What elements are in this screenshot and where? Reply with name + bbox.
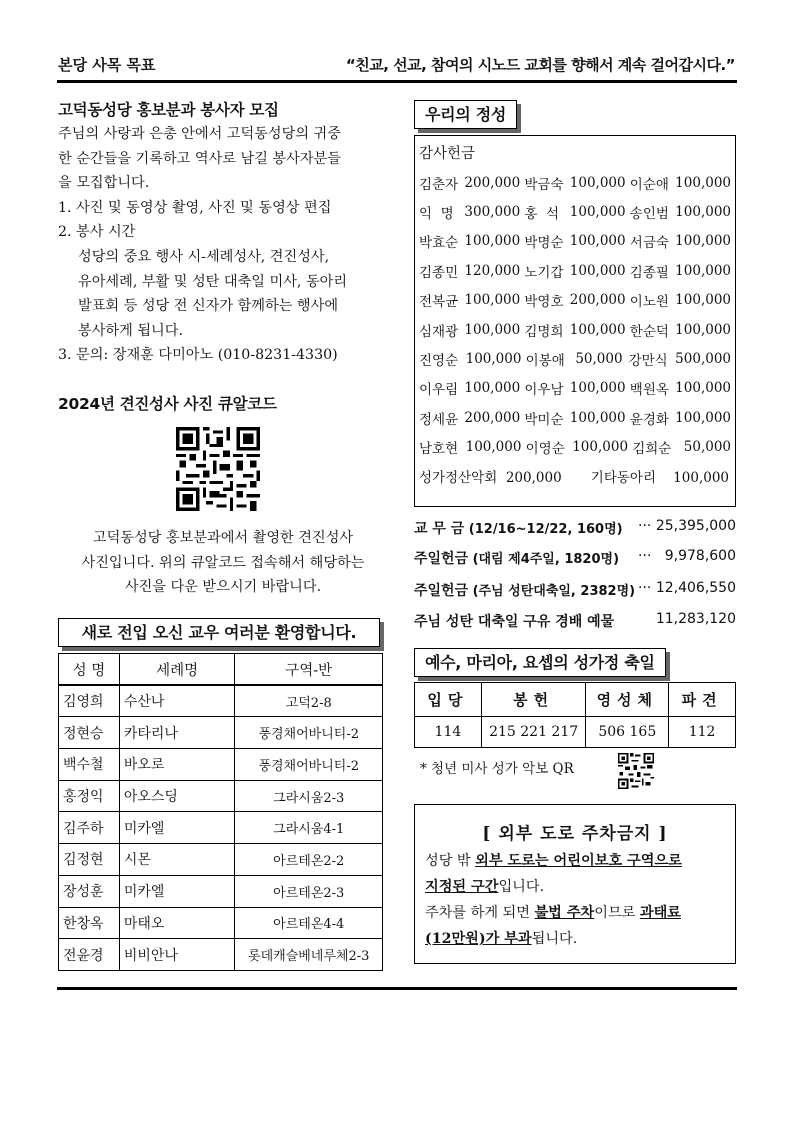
recruit-line: 성당의 중요 행사 시-세례성사, 견진성사, (78, 248, 330, 265)
cell-name: 장성훈 (59, 875, 120, 907)
recruit-title: 고덕동성당 홍보분과 봉사자 모집 (58, 101, 279, 119)
cell-baptism: 수산나 (119, 685, 235, 717)
gift-amount: 100,000 (675, 174, 731, 191)
gift-amount: 100,000 (464, 233, 521, 250)
gift-name: 이순애 (629, 176, 669, 193)
recruit-contact: 3. 문의: 장재훈 다미아노 (010-8231-4330) (58, 347, 338, 364)
qr-caption-line: 사진입니다. 위의 큐알코드 접속해서 해당하는 (81, 554, 365, 571)
gift-name: 김명희 (524, 323, 564, 340)
gift-amount: 500,000 (675, 351, 731, 368)
feast-table (414, 682, 736, 748)
table-header-row (59, 654, 383, 686)
gift-amount: 100,000 (673, 470, 729, 487)
table-header-row (415, 683, 736, 717)
cell-name: 정현승 (59, 717, 120, 749)
col-name-header: 성 명 (59, 654, 120, 686)
gift-amount: 100,000 (675, 262, 731, 279)
cell-district: 풍경채어바니티-2 (235, 749, 383, 781)
gift-amount: 100,000 (569, 321, 626, 338)
youth-mass-qr-note: * 청년 미사 성가 악보 QR (420, 761, 574, 777)
cell-district: 고덕2-8 (235, 685, 383, 717)
gift-name: 이영순 (525, 441, 565, 458)
cell-district: 롯데캐슬베네루체2-3 (235, 939, 383, 971)
gift-row (419, 227, 731, 256)
gift-row (419, 433, 731, 462)
gift-name: 강만식 (628, 353, 668, 370)
welcome-title: 새로 전입 오신 교우 여러분 환영합니다. (58, 618, 380, 647)
offering-row (414, 580, 736, 600)
offering-row (414, 548, 736, 568)
table-row (59, 780, 383, 812)
recruit-line: 을 모집합니다. (58, 175, 150, 192)
gift-name: 박명순 (524, 235, 564, 252)
qr-caption (58, 526, 388, 600)
table-row (59, 749, 383, 781)
gift-name: 박영호 (524, 294, 564, 311)
gift-amount: 100,000 (675, 321, 731, 338)
gift-amount: 100,000 (464, 380, 521, 397)
devotion-title: 우리의 정성 (414, 100, 517, 129)
parking-title: [ 외부 도로 주차금지 ] (482, 824, 668, 844)
gift-row (419, 256, 731, 285)
feast-title: 예수, 마리아, 요셉의 성가정 축일 (414, 648, 666, 677)
gift-amount: 100,000 (569, 174, 626, 191)
gift-name: 이우림 (419, 382, 459, 399)
cell-name: 전윤경 (59, 939, 120, 971)
header-motto: “친교, 선교, 참여의 시노드 교회를 향해서 계속 걸어갑시다.” (345, 56, 735, 74)
cell-district: 그라시움4-1 (235, 812, 383, 844)
parking-emphasis: 외부 도로는 어린이보호 구역으로 (475, 853, 682, 869)
gift-amount: 100,000 (675, 204, 731, 221)
gift-row (419, 374, 731, 403)
gift-amount: 100,000 (572, 439, 629, 456)
gift-amount: 200,000 (464, 174, 521, 191)
col-baptism-header: 세례명 (119, 654, 235, 686)
col-dismissal-header: 파견 (669, 683, 736, 717)
gift-name: 김춘자 (419, 176, 459, 193)
offering-label: 주일헌금 (414, 551, 469, 567)
gift-name: 김종민 (419, 264, 459, 281)
gift-amount: 300,000 (464, 204, 521, 221)
table-row (59, 717, 383, 749)
recruit-line: 한 순간들을 기록하고 역사로 남길 봉사자분들 (58, 150, 341, 167)
gift-name: 윤경화 (629, 411, 669, 428)
gift-amount: 100,000 (675, 380, 731, 397)
recruit-line: 유아세례, 부활 및 성탄 대축일 미사, 동아리 (78, 273, 348, 290)
welcome-table (58, 653, 383, 971)
gift-list (419, 168, 731, 462)
cell-name: 김주하 (59, 812, 120, 844)
gift-row (419, 197, 731, 226)
gift-name: 기타동아리 (590, 470, 656, 487)
cell-name: 김정현 (59, 844, 120, 876)
gift-amount: 120,000 (464, 262, 521, 279)
qr-code-icon[interactable] (176, 425, 260, 513)
gift-name: 성가정산악회 (419, 470, 498, 487)
parking-text: 성당 밖 (425, 853, 476, 869)
parking-text: 주차를 하게 되면 (425, 905, 535, 921)
gift-name: 노기갑 (524, 264, 564, 281)
offering-amount: ··· 25,395,000 (638, 518, 736, 534)
parking-line (425, 900, 725, 926)
offering-detail: (12/16~12/22, 160명) (468, 522, 623, 537)
qr-section-title: 2024년 견진성사 사진 큐알코드 (58, 395, 277, 413)
gift-amount: 100,000 (569, 204, 626, 221)
parking-text: 됩니다. (531, 931, 578, 947)
offering-detail: (주님 성탄대축일, 2382명) (472, 584, 636, 599)
qr-caption-line: 고덕동성당 홍보분과에서 촬영한 견진성사 (92, 530, 354, 546)
gift-amount: 200,000 (505, 470, 562, 487)
gift-row (419, 168, 731, 197)
cell-dismissal: 112 (669, 717, 736, 748)
gift-name: 익 명 (419, 206, 454, 223)
gift-row-groups (419, 462, 731, 491)
thanksgiving-box (414, 135, 736, 507)
gift-name: 전복균 (419, 294, 459, 311)
offering-detail: (대림 제4주일, 1820명) (472, 552, 620, 567)
cell-baptism: 바오로 (119, 749, 235, 781)
parking-text: 이므로 (594, 905, 640, 921)
offering-amount: 11,283,120 (655, 611, 736, 627)
gift-name: 홍 석 (524, 206, 560, 223)
gift-amount: 100,000 (569, 380, 626, 397)
cell-baptism: 시몬 (119, 844, 235, 876)
gift-row (419, 286, 731, 315)
parking-line (425, 848, 725, 874)
gift-name: 이우남 (524, 382, 564, 399)
cell-baptism: 아오스딩 (119, 780, 235, 812)
gift-row (419, 344, 731, 373)
cell-district: 아르테온2-2 (235, 844, 383, 876)
gift-name: 박금숙 (524, 176, 564, 193)
gift-amount: 100,000 (675, 233, 731, 250)
offering-row (414, 518, 736, 538)
gift-amount: 100,000 (465, 351, 522, 368)
gift-amount: 200,000 (464, 409, 521, 426)
cell-name: 백수철 (59, 749, 120, 781)
gift-amount: 50,000 (575, 351, 623, 368)
cell-baptism: 카타리나 (119, 717, 235, 749)
parking-text: 입니다. (498, 879, 545, 895)
recruit-body (58, 122, 388, 368)
cell-baptism: 미카엘 (119, 812, 235, 844)
gift-name: 박미순 (524, 411, 564, 428)
offering-amount: ··· 9,978,600 (638, 548, 736, 564)
recruit-line: 봉사하게 됩니다. (78, 322, 183, 339)
gift-name: 한순덕 (629, 323, 669, 340)
parking-notice (414, 804, 736, 964)
gift-amount: 200,000 (569, 292, 626, 309)
table-row (59, 907, 383, 939)
col-communion-header: 영성체 (586, 683, 669, 717)
cell-name: 홍정익 (59, 780, 120, 812)
gift-name: 송인범 (629, 206, 669, 223)
footer-divider (57, 987, 737, 990)
cell-communion: 506 165 (586, 717, 669, 748)
gift-amount: 100,000 (464, 321, 521, 338)
recruit-line: 주님의 사랑과 은총 안에서 고덕동성당의 귀중 (58, 126, 341, 142)
gift-name: 진영순 (419, 353, 459, 370)
offering-label: 주님 성탄 대축일 구유 경배 예물 (414, 614, 615, 630)
gift-amount: 100,000 (465, 439, 522, 456)
recruit-line: 발표회 등 성당 전 신자가 함께하는 행사에 (78, 298, 339, 315)
gift-name: 김희순 (632, 441, 672, 458)
table-row (59, 812, 383, 844)
qr-caption-line: 사진을 다운 받으시기 바랍니다. (124, 579, 322, 596)
col-entrance-header: 입당 (415, 683, 482, 717)
cell-district: 아르테온2-3 (235, 875, 383, 907)
cell-district: 풍경채어바니티-2 (235, 717, 383, 749)
gift-row (419, 315, 731, 344)
table-row (59, 844, 383, 876)
table-row (59, 685, 383, 717)
gift-name: 남호현 (419, 441, 459, 458)
cell-entrance: 114 (415, 717, 482, 748)
qr-code-icon[interactable] (618, 752, 654, 790)
gift-name: 김종필 (629, 264, 669, 281)
offering-row (414, 611, 736, 631)
gift-name: 이노원 (629, 294, 669, 311)
offering-label: 교 무 금 (414, 521, 465, 537)
cell-district: 아르테온4-4 (235, 907, 383, 939)
parking-emphasis: 지정된 구간 (425, 879, 499, 895)
cell-baptism: 마태오 (119, 907, 235, 939)
gift-name: 서금숙 (629, 235, 669, 252)
col-district-header: 구역-반 (235, 654, 383, 686)
table-row (59, 939, 383, 971)
cell-name: 김영희 (59, 685, 120, 717)
gift-amount: 100,000 (464, 292, 521, 309)
header-divider (57, 80, 737, 83)
parking-emphasis: (12만원)가 부과 (425, 931, 532, 947)
header-goal-label: 본당 사목 목표 (58, 56, 156, 74)
gift-amount: 100,000 (569, 409, 626, 426)
cell-district: 그라시움2-3 (235, 780, 383, 812)
col-offertory-header: 봉헌 (481, 683, 586, 717)
gift-amount: 100,000 (675, 292, 731, 309)
table-row (415, 717, 736, 748)
cell-name: 한창옥 (59, 907, 120, 939)
offering-label: 주일헌금 (414, 583, 469, 599)
recruit-item: 1. 사진 및 동영상 촬영, 사진 및 동영상 편집 (58, 199, 332, 216)
gift-name: 심재광 (419, 323, 459, 340)
parking-line (425, 926, 725, 952)
thanksgiving-label: 감사헌금 (419, 146, 476, 162)
parking-emphasis: 불법 주차 (534, 905, 595, 921)
gift-amount: 50,000 (683, 439, 732, 456)
cell-baptism: 비비안나 (119, 939, 235, 971)
cell-offertory: 215 221 217 (481, 717, 586, 748)
recruit-item: 2. 봉사 시간 (58, 224, 136, 241)
table-row (59, 875, 383, 907)
gift-row (419, 403, 731, 432)
gift-amount: 100,000 (675, 409, 731, 426)
gift-name: 백원옥 (629, 382, 669, 399)
parking-emphasis: 과태료 (639, 905, 681, 921)
offering-amount: ··· 12,406,550 (638, 580, 736, 596)
gift-amount: 100,000 (569, 233, 626, 250)
gift-name: 박효순 (419, 235, 459, 252)
cell-baptism: 미카엘 (119, 875, 235, 907)
gift-amount: 100,000 (569, 262, 626, 279)
gift-name: 이봉애 (525, 353, 565, 370)
parking-line (425, 874, 725, 900)
gift-name: 정세윤 (419, 411, 459, 428)
